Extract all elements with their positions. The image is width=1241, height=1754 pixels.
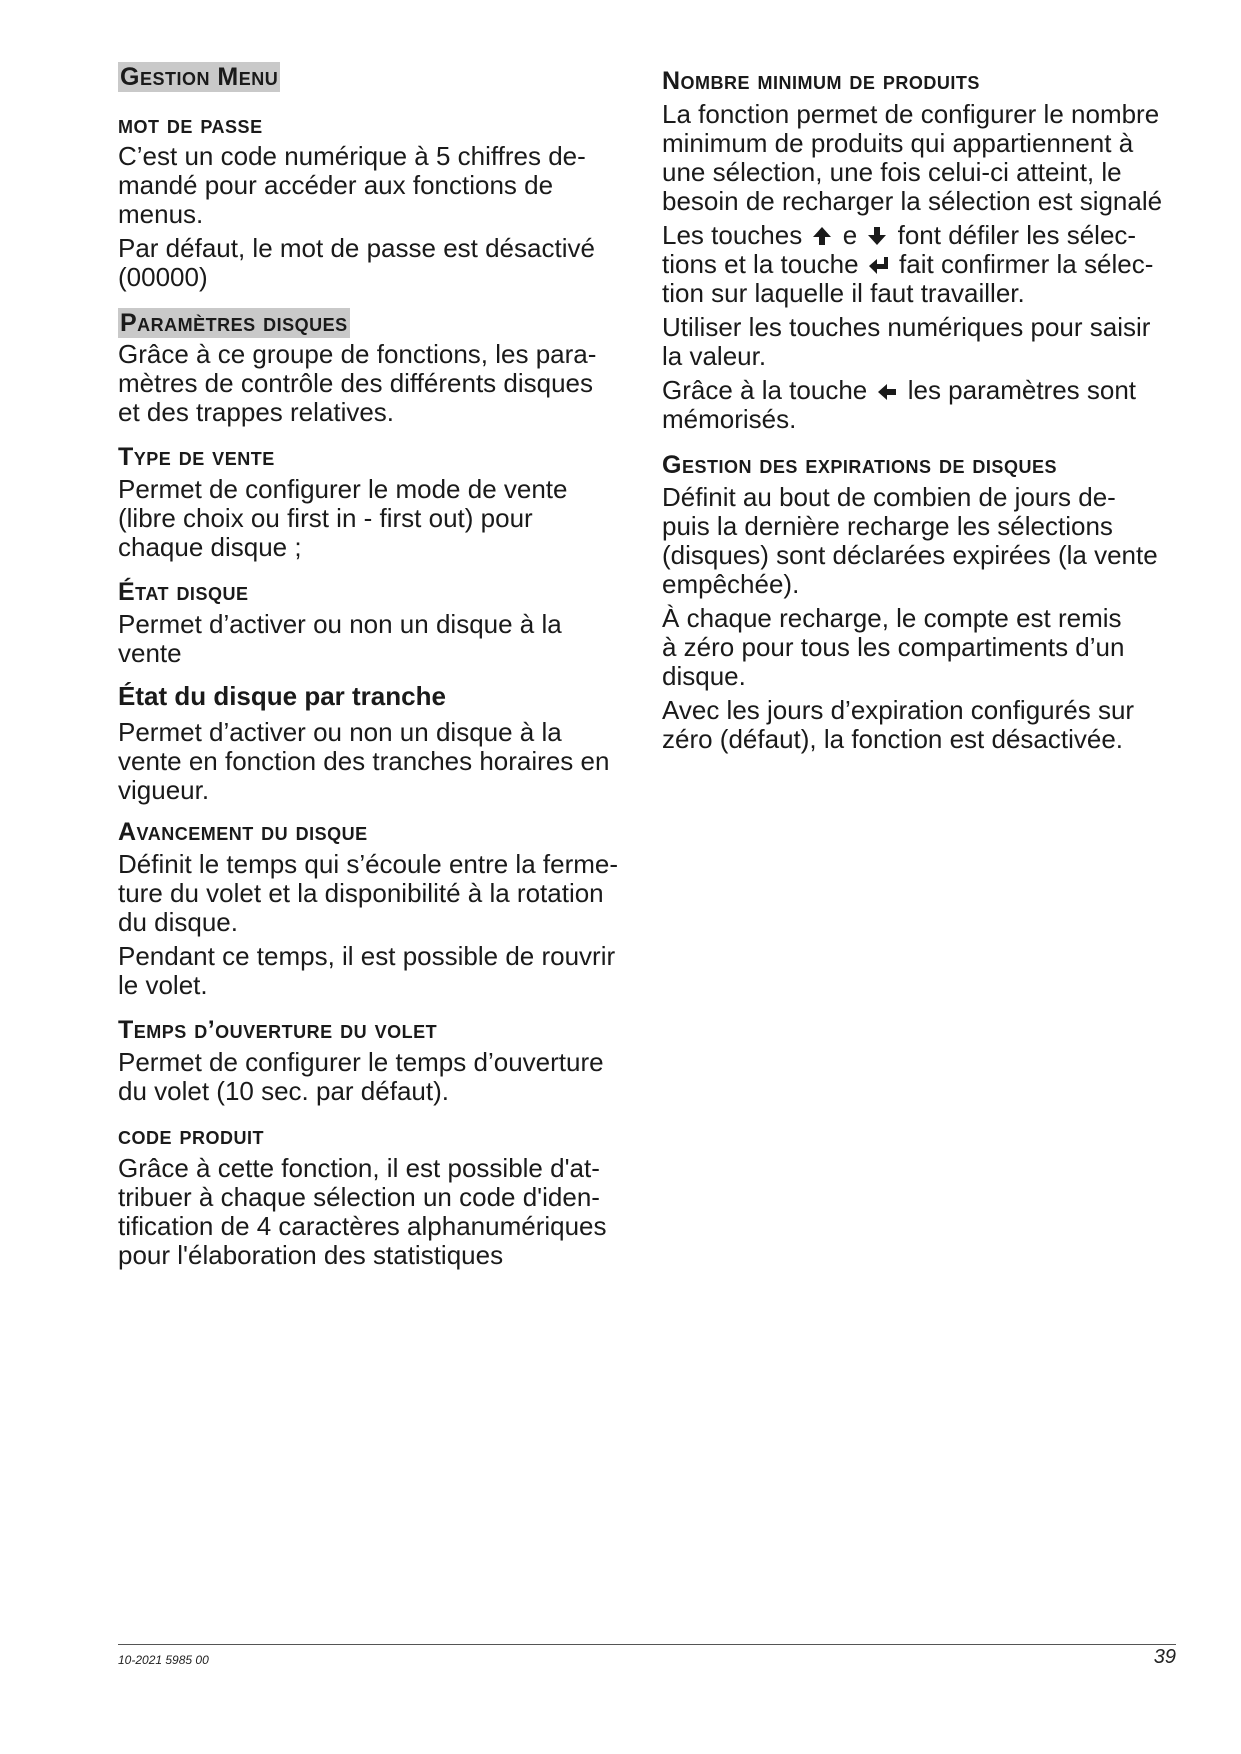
paragraph-line: mandé pour accéder aux fonctions de <box>118 170 554 200</box>
paragraph-line: empêchée). <box>662 569 800 599</box>
paragraph-line: vente <box>118 638 182 668</box>
footer-divider <box>118 1644 1176 1645</box>
text-fragment: tions et la touche <box>662 249 859 279</box>
heading-code-produit: code produit <box>118 1122 264 1150</box>
paragraph-line: Avec les jours d’expiration configurés sur <box>662 695 1135 725</box>
paragraph-line: du volet (10 sec. par défaut). <box>118 1076 449 1106</box>
text-fragment: e <box>842 220 858 250</box>
paragraph-line: menus. <box>118 199 204 229</box>
paragraph-line: (disques) sont déclarées expirées (la vente <box>662 540 1158 570</box>
paragraph-line: (00000) <box>118 262 208 292</box>
paragraph-line: tribuer à chaque sélection un code d'iden- <box>118 1182 600 1212</box>
paragraph-line: Par défaut, le mot de passe est désactivé <box>118 233 595 263</box>
heading-gestion-expirations: Gestion des expirations de disques <box>662 451 1057 479</box>
text-fragment: Grâce à la touche <box>662 375 868 405</box>
heading-type-de-vente: Type de vente <box>118 443 275 471</box>
paragraph-line: Pendant ce temps, il est possible de rouvrir <box>118 941 616 971</box>
paragraph-line: Permet de configurer le mode de vente <box>118 474 568 504</box>
paragraph-line: à zéro pour tous les compartiments d’un <box>662 632 1125 662</box>
paragraph-line: du disque. <box>118 907 238 937</box>
heading-avancement-du-disque: Avancement du disque <box>118 818 368 846</box>
paragraph-line: vigueur. <box>118 775 210 805</box>
paragraph-line: ture du volet et la disponibilité à la rotation <box>118 878 604 908</box>
right-column <box>662 62 1182 754</box>
paragraph-line: Utiliser les touches numériques pour saisir <box>662 312 1151 342</box>
paragraph-line: Permet d’activer ou non un disque à la <box>118 717 562 747</box>
heading-parametres-disques: Paramètres disques <box>120 309 348 337</box>
text-fragment: Les touches <box>662 220 803 250</box>
paragraph-line: vente en fonction des tranches horaires en <box>118 746 610 776</box>
paragraph-line: pour l'élaboration des statistiques <box>118 1240 504 1270</box>
heading-nombre-minimum: Nombre minimum de produits <box>662 67 980 95</box>
paragraph-line <box>662 250 1182 279</box>
paragraph-line: mètres de contrôle des différents disques <box>118 368 594 398</box>
paragraph-line: Définit le temps qui s’écoule entre la ferme- <box>118 849 619 879</box>
paragraph-line: Grâce à cette fonction, il est possible d'at- <box>118 1153 600 1183</box>
paragraph-line: besoin de recharger la sélection est signalé <box>662 186 1163 216</box>
heading-mot-de-passe: mot de passe <box>118 111 263 139</box>
text-fragment: fait confirmer la sélec- <box>899 249 1154 279</box>
page-number: 39 <box>1153 1646 1176 1668</box>
paragraph-line: puis la dernière recharge les sélections <box>662 511 1113 541</box>
paragraph-line: Définit au bout de combien de jours de- <box>662 482 1116 512</box>
paragraph-line: chaque disque ; <box>118 532 302 562</box>
paragraph-line: (libre choix ou first in - first out) pour <box>118 503 533 533</box>
paragraph-line <box>662 221 1182 250</box>
paragraph-line: zéro (défaut), la fonction est désactivée. <box>662 724 1124 754</box>
paragraph-line: Permet de configurer le temps d’ouverture <box>118 1047 604 1077</box>
arrow-left-icon <box>876 380 898 402</box>
paragraph-line <box>662 376 1182 405</box>
paragraph-line: disque. <box>662 661 746 691</box>
paragraph-line: le volet. <box>118 970 208 1000</box>
paragraph-line: C’est un code numérique à 5 chiffres de- <box>118 141 586 171</box>
paragraph-line: mémorisés. <box>662 404 797 434</box>
paragraph-line: À chaque recharge, le compte est remis <box>662 603 1122 633</box>
paragraph-line: Permet d’activer ou non un disque à la <box>118 609 562 639</box>
enter-icon <box>868 254 890 276</box>
paragraph-line: et des trappes relatives. <box>118 397 395 427</box>
paragraph-line: la valeur. <box>662 341 767 371</box>
paragraph-line: tion sur laquelle il faut travailler. <box>662 278 1025 308</box>
paragraph-line: Grâce à ce groupe de fonctions, les para- <box>118 339 597 369</box>
heading-gestion-menu: Gestion Menu <box>120 63 279 91</box>
arrow-down-icon <box>866 225 888 247</box>
heading-etat-disque: État disque <box>118 578 249 606</box>
paragraph-line: La fonction permet de configurer le nombre <box>662 99 1160 129</box>
paragraph-line: minimum de produits qui appartiennent à <box>662 128 1134 158</box>
paragraph-line: une sélection, une fois celui-ci atteint, le <box>662 157 1122 187</box>
text-fragment: les paramètres sont <box>907 375 1137 405</box>
paragraph-line: tification de 4 caractères alphanumériques <box>118 1211 607 1241</box>
arrow-up-icon <box>811 225 833 247</box>
left-column <box>118 62 638 1270</box>
text-fragment: font défiler les sélec- <box>897 220 1137 250</box>
document-code: 10-2021 5985 00 <box>118 1653 209 1667</box>
heading-temps-ouverture-volet: Temps d’ouverture du volet <box>118 1016 438 1044</box>
heading-etat-par-tranche: État du disque par tranche <box>118 681 446 711</box>
